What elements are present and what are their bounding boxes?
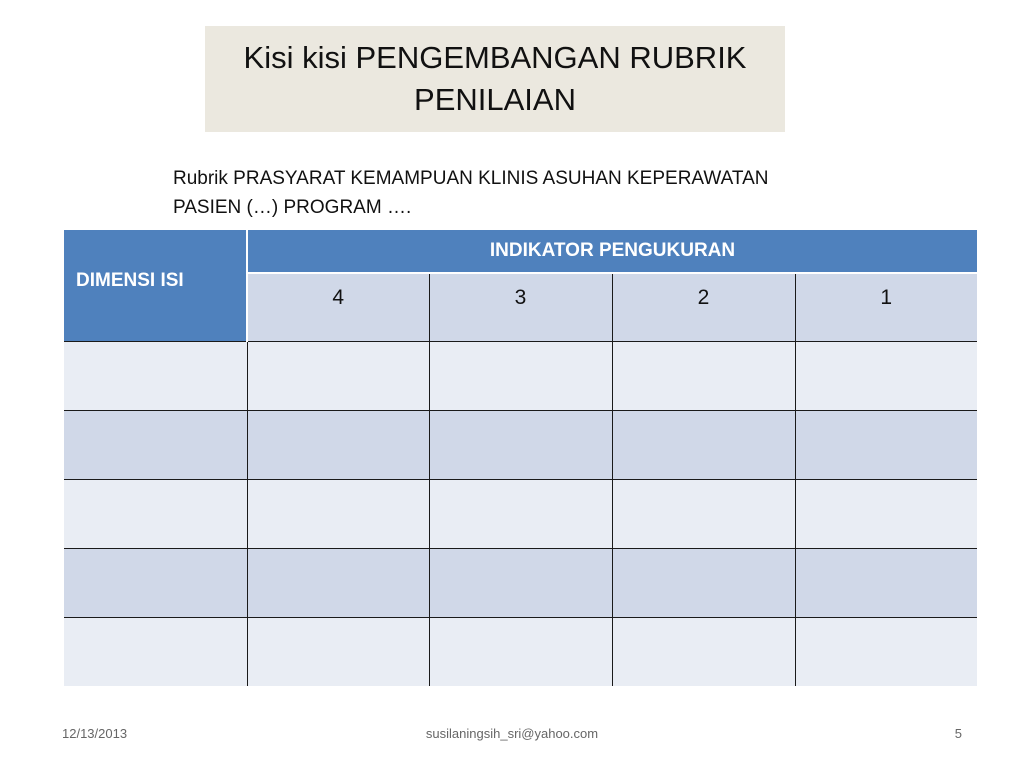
- rubric-subtitle: [173, 164, 893, 222]
- table-cell[interactable]: [795, 618, 977, 687]
- table-cell[interactable]: [795, 549, 977, 618]
- subtitle-line-1: Rubrik PRASYARAT KEMAMPUAN KLINIS ASUHAN KEPERAWATAN: [173, 168, 769, 189]
- footer-email: susilaningsih_sri@yahoo.com: [425, 726, 599, 741]
- table-row: [64, 549, 977, 618]
- table-cell[interactable]: [612, 480, 795, 549]
- table-cell[interactable]: [429, 411, 612, 480]
- title-box: [205, 26, 785, 132]
- table-row: [64, 480, 977, 549]
- score-header-2: 2: [612, 273, 795, 342]
- score-header-3: 3: [429, 273, 612, 342]
- table-cell[interactable]: [429, 618, 612, 687]
- table-cell[interactable]: [612, 618, 795, 687]
- table-cell[interactable]: [612, 342, 795, 411]
- table-cell[interactable]: [64, 549, 247, 618]
- table-cell[interactable]: [64, 342, 247, 411]
- table-cell[interactable]: [795, 342, 977, 411]
- table-cell[interactable]: [64, 480, 247, 549]
- table-cell[interactable]: [247, 342, 429, 411]
- table-cell[interactable]: [247, 480, 429, 549]
- score-header-4: 4: [247, 273, 429, 342]
- table-cell[interactable]: [429, 480, 612, 549]
- table-row: [64, 342, 977, 411]
- table-cell[interactable]: [612, 411, 795, 480]
- table-cell[interactable]: [429, 342, 612, 411]
- table-row: [64, 618, 977, 687]
- table-cell[interactable]: [795, 411, 977, 480]
- dimension-header: DIMENSI ISI: [64, 230, 247, 342]
- table-row: [64, 411, 977, 480]
- table-cell[interactable]: [612, 549, 795, 618]
- indicator-header: INDIKATOR PENGUKURAN: [247, 230, 977, 273]
- header-row: [64, 230, 977, 273]
- slide-title: Kisi kisi PENGEMBANGAN RUBRIK PENILAIAN: [243, 40, 747, 117]
- table-cell[interactable]: [247, 411, 429, 480]
- table-cell[interactable]: [429, 549, 612, 618]
- table-cell[interactable]: [247, 549, 429, 618]
- table-cell[interactable]: [795, 480, 977, 549]
- rubric-table: [64, 230, 977, 686]
- subtitle-line-2: PASIEN (…) PROGRAM ….: [173, 197, 412, 218]
- footer-page-number: 5: [954, 726, 962, 741]
- table-cell[interactable]: [64, 411, 247, 480]
- score-header-1: 1: [795, 273, 977, 342]
- table-cell[interactable]: [64, 618, 247, 687]
- footer-date: 12/13/2013: [62, 726, 128, 741]
- table-cell[interactable]: [247, 618, 429, 687]
